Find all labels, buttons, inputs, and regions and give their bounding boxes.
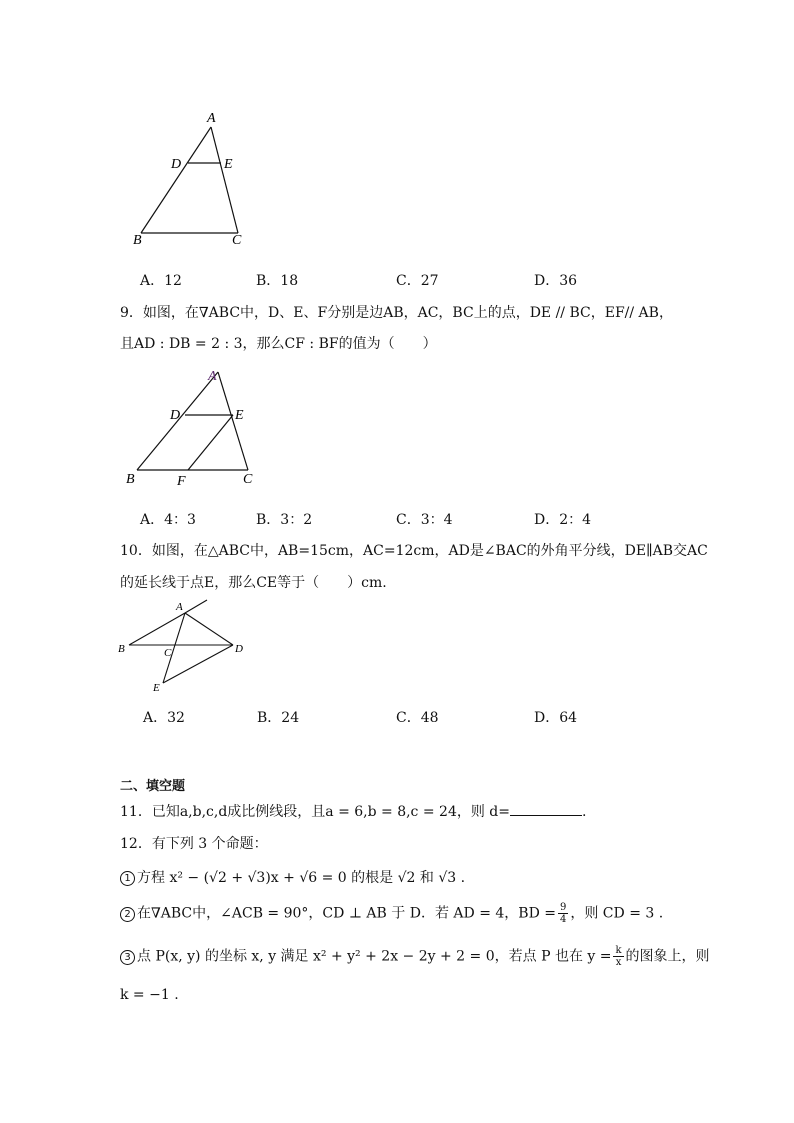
label-B: B: [126, 472, 135, 487]
q10-option-d: D．64: [534, 710, 578, 726]
proposition-2-text-a: 在∇ABC中，∠ACB = 90°，CD ⊥ AB 于 D．若 AD = 4，BD =: [137, 905, 556, 922]
label-A: A: [176, 601, 183, 613]
q12-proposition-3-cont: k = −1 .: [120, 987, 179, 1003]
q8-option-d: D．36: [534, 273, 578, 289]
answer-blank: [510, 803, 582, 816]
proposition-2-text-b: ，则 CD = 3 .: [570, 905, 664, 922]
q10-option-a: A．32: [143, 710, 185, 726]
proposition-3-text-b: 的图象上，则: [625, 948, 710, 965]
q11-question: [120, 801, 586, 821]
triangle-figure-q10: [115, 595, 255, 695]
triangle-figure-q9: [120, 362, 270, 492]
triangle-figure-q8: [125, 105, 265, 255]
q9-option-b: B．3：2: [256, 512, 313, 528]
proposition-1-text: 方程 x² − (√2 + √3)x + √6 = 0 的根是 √2 和 √3 .: [137, 870, 466, 886]
circled-number-1: 1: [120, 871, 135, 886]
q10-question-line2: 的延长线于点E，那么CE等于（ ）cm.: [120, 575, 387, 591]
label-C: C: [232, 233, 242, 248]
label-D: D: [235, 643, 243, 655]
fraction-9-4: $\frac{9}{4}$: [559, 902, 567, 925]
q12-intro: 12．有下列 3 个命题：: [120, 836, 268, 852]
label-A: A: [207, 111, 216, 126]
proposition-3-text-a: 点 P(x, y) 的坐标 x, y 满足 x² + y² + 2x − 2y + 2 = 0，若点 P 也在 y =: [137, 948, 612, 965]
label-C: C: [243, 472, 253, 487]
q9-question-line1: 9．如图，在∇ABC中，D、E、F分别是边AB，AC，BC上的点，DE // BC，EF// AB，: [120, 305, 673, 321]
q9-option-a: A．4：3: [140, 512, 196, 528]
q9-option-c: C．3：4: [396, 512, 453, 528]
q9-option-d: D．2：4: [534, 512, 592, 528]
q11-end: .: [582, 804, 587, 820]
label-F: F: [177, 474, 186, 489]
q8-option-c: C．27: [396, 273, 439, 289]
q12-proposition-3: [120, 945, 710, 968]
label-E: E: [153, 682, 160, 694]
q12-proposition-1: [120, 867, 465, 887]
fraction-k-x: $\frac{k}{x}$: [615, 945, 622, 968]
q8-option-b: B．18: [256, 273, 299, 289]
q11-text: 11．已知a,b,c,d成比例线段，且a = 6,b = 8,c = 24，则 d=: [120, 804, 510, 820]
label-A: A: [208, 369, 217, 384]
label-E: E: [235, 408, 244, 423]
section-heading: 二、填空题: [120, 779, 186, 794]
q12-proposition-2: [120, 902, 663, 925]
q10-option-c: C．48: [396, 710, 439, 726]
q9-question-line2: 且AD : DB = 2 : 3，那么CF : BF的值为（ ）: [120, 336, 437, 352]
q10-question-line1: 10．如图，在△ABC中，AB=15cm，AC=12cm，AD是∠BAC的外角平分线，DE∥AB交AC: [120, 543, 708, 559]
label-D: D: [170, 408, 181, 423]
label-D: D: [171, 157, 182, 172]
label-B: B: [118, 643, 125, 655]
q8-option-a: A．12: [140, 273, 182, 289]
circled-number-2: 2: [120, 907, 135, 922]
label-C: C: [164, 647, 172, 659]
circled-number-3: 3: [120, 950, 135, 965]
q10-option-b: B．24: [257, 710, 300, 726]
label-E: E: [224, 157, 233, 172]
label-B: B: [133, 233, 142, 248]
